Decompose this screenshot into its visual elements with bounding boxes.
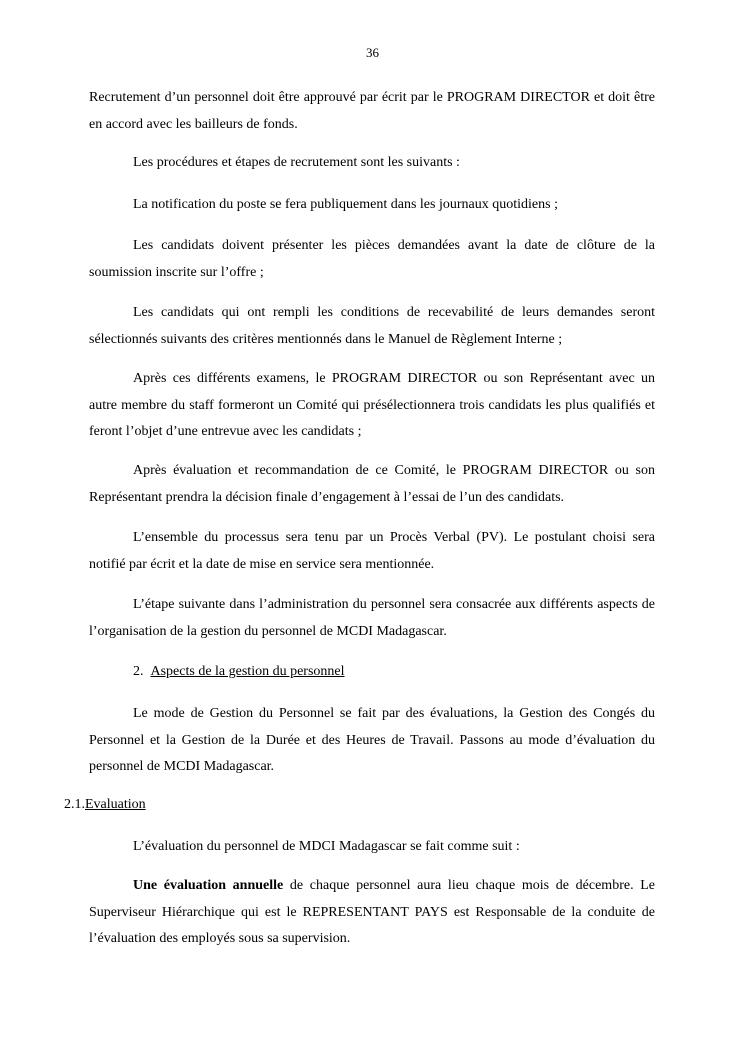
paragraph-recruitment-approval: Recrutement d’un personnel doit être approuvé par écrit par le PROGRAM DIRECTOR et doit être en accord avec les bailleurs de fonds. xyxy=(89,90,655,132)
paragraph-candidate-selection: Les candidats qui ont rempli les conditions de recevabilité de leurs demandes seront sélectionnés suivants des critères mentionnés dans le Manuel de Règlement Interne ; xyxy=(89,305,655,347)
subsection-number: 2.1. xyxy=(64,797,85,812)
section-number: 2. xyxy=(133,664,144,679)
subsection-title: Evaluation xyxy=(85,797,146,812)
section-title: Aspects de la gestion du personnel xyxy=(150,664,345,679)
paragraph-job-notification: La notification du poste se fera publiquement dans les journaux quotidiens ; xyxy=(133,197,558,212)
paragraph-procedures-intro: Les procédures et étapes de recrutement sont les suivants : xyxy=(133,155,460,170)
paragraph-annual-evaluation xyxy=(89,873,655,953)
paragraph-management-mode: Le mode de Gestion du Personnel se fait par des évaluations, la Gestion des Congés du Personnel et la Gestion de la Durée et des Heures de Travail. Passons au mode d’évaluation du personnel de MCDI Madagascar. xyxy=(89,706,655,775)
section-heading-2-1 xyxy=(64,795,146,815)
paragraph-committee: Après ces différents examens, le PROGRAM DIRECTOR ou son Représentant avec un autre membre du staff formeront un Comité qui présélectionnera trois candidats les plus qualifiés et feront l’objet d’une entrevue avec les candidats ; xyxy=(89,371,655,440)
paragraph-next-step: L’étape suivante dans l’administration du personnel sera consacrée aux différents aspects de l’organisation de la gestion du personnel de MCDI Madagascar. xyxy=(89,597,655,639)
paragraph-evaluation-intro: L’évaluation du personnel de MDCI Madagascar se fait comme suit : xyxy=(133,839,520,854)
paragraph-text: de chaque personnel aura lieu chaque mois de décembre. Le Superviseur Hiérarchique qui est le REPRESENTANT PAYS est Responsable de la conduite de l’évaluation des employés sous sa supervision. xyxy=(89,878,655,947)
page-number: 36 xyxy=(366,45,379,60)
bold-phrase: Une évaluation annuelle xyxy=(133,878,284,893)
section-heading-2 xyxy=(133,662,345,682)
paragraph-process-report: L’ensemble du processus sera tenu par un Procès Verbal (PV). Le postulant choisi sera notifié par écrit et la date de mise en service sera mentionnée. xyxy=(89,530,655,572)
paragraph-candidate-documents: Les candidats doivent présenter les pièces demandées avant la date de clôture de la soumission inscrite sur l’offre ; xyxy=(89,238,655,280)
paragraph-final-decision: Après évaluation et recommandation de ce Comité, le PROGRAM DIRECTOR ou son Représentant prendra la décision finale d’engagement à l’essai de l’un des candidats. xyxy=(89,463,655,505)
